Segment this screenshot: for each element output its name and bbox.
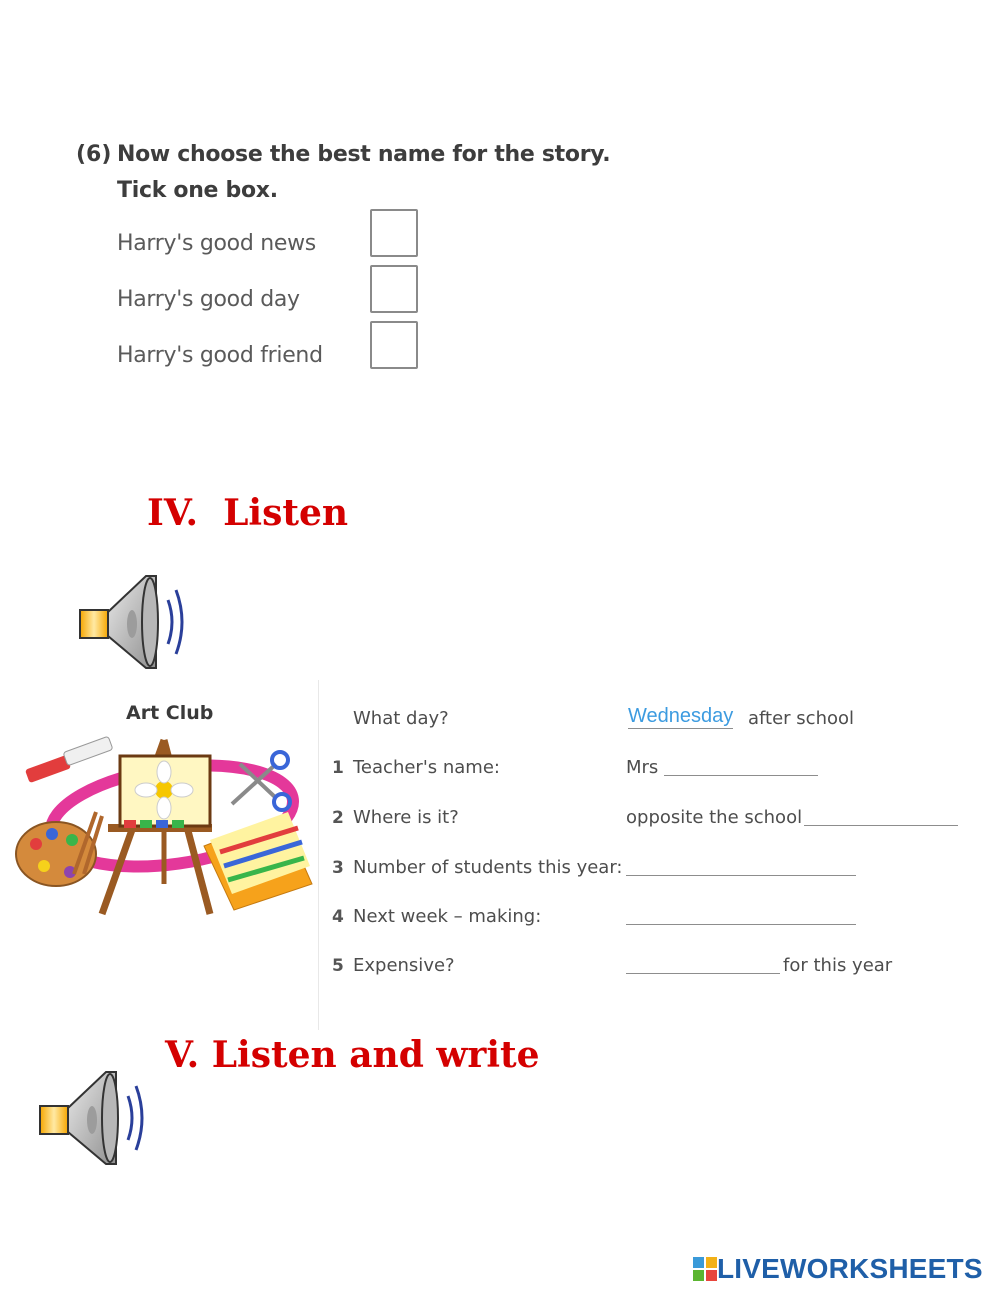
tick-box-news[interactable] xyxy=(370,209,418,257)
speaker-icon[interactable] xyxy=(36,1068,152,1168)
example-answer: Wednesday xyxy=(628,705,734,727)
tick-box-day[interactable] xyxy=(370,265,418,313)
section-iv-numeral: IV. xyxy=(147,492,199,534)
section-v-title: Listen and write xyxy=(211,1034,540,1076)
example-suffix: after school xyxy=(748,708,855,729)
row-label: Expensive? xyxy=(353,955,455,976)
row-number: 4 xyxy=(332,907,344,927)
speaker-icon[interactable] xyxy=(76,572,192,672)
row-label: Where is it? xyxy=(353,807,459,828)
option-label-friend: Harry's good friend xyxy=(117,343,323,368)
liveworksheets-logo xyxy=(693,1253,983,1285)
row-number: 3 xyxy=(332,858,344,878)
column-divider xyxy=(318,680,319,1030)
row-prefix: opposite the school xyxy=(626,807,803,828)
question-instruction: Now choose the best name for the story. xyxy=(117,142,611,167)
teacher-name-input[interactable] xyxy=(664,753,818,776)
expensive-input[interactable] xyxy=(626,951,780,974)
section-iv-heading xyxy=(147,492,348,534)
row-number: 2 xyxy=(332,808,344,828)
option-label-day: Harry's good day xyxy=(117,287,300,312)
row-label: Number of students this year: xyxy=(353,857,623,878)
location-input[interactable] xyxy=(804,803,958,826)
next-week-input[interactable] xyxy=(626,902,856,925)
row-suffix: for this year xyxy=(783,955,893,976)
student-count-input[interactable] xyxy=(626,853,856,876)
option-label-news: Harry's good news xyxy=(117,231,316,256)
example-question: What day? xyxy=(353,708,449,729)
row-label: Teacher's name: xyxy=(353,757,500,778)
tick-box-friend[interactable] xyxy=(370,321,418,369)
section-v-numeral: V. xyxy=(165,1034,200,1076)
art-supplies-illustration xyxy=(14,734,314,918)
question-number: (6) xyxy=(76,142,112,167)
row-number: 1 xyxy=(332,758,344,778)
row-number: 5 xyxy=(332,956,344,976)
question-sub-instruction: Tick one box. xyxy=(117,178,278,203)
row-label: Next week – making: xyxy=(353,906,542,927)
section-iv-title: Listen xyxy=(223,492,349,534)
logo-text: LIVEWORKSHEETS xyxy=(717,1253,983,1284)
art-club-title: Art Club xyxy=(126,702,214,724)
liveworksheets-logo-icon xyxy=(693,1255,717,1283)
row-prefix: Mrs xyxy=(626,757,659,778)
section-v-heading xyxy=(165,1034,540,1076)
